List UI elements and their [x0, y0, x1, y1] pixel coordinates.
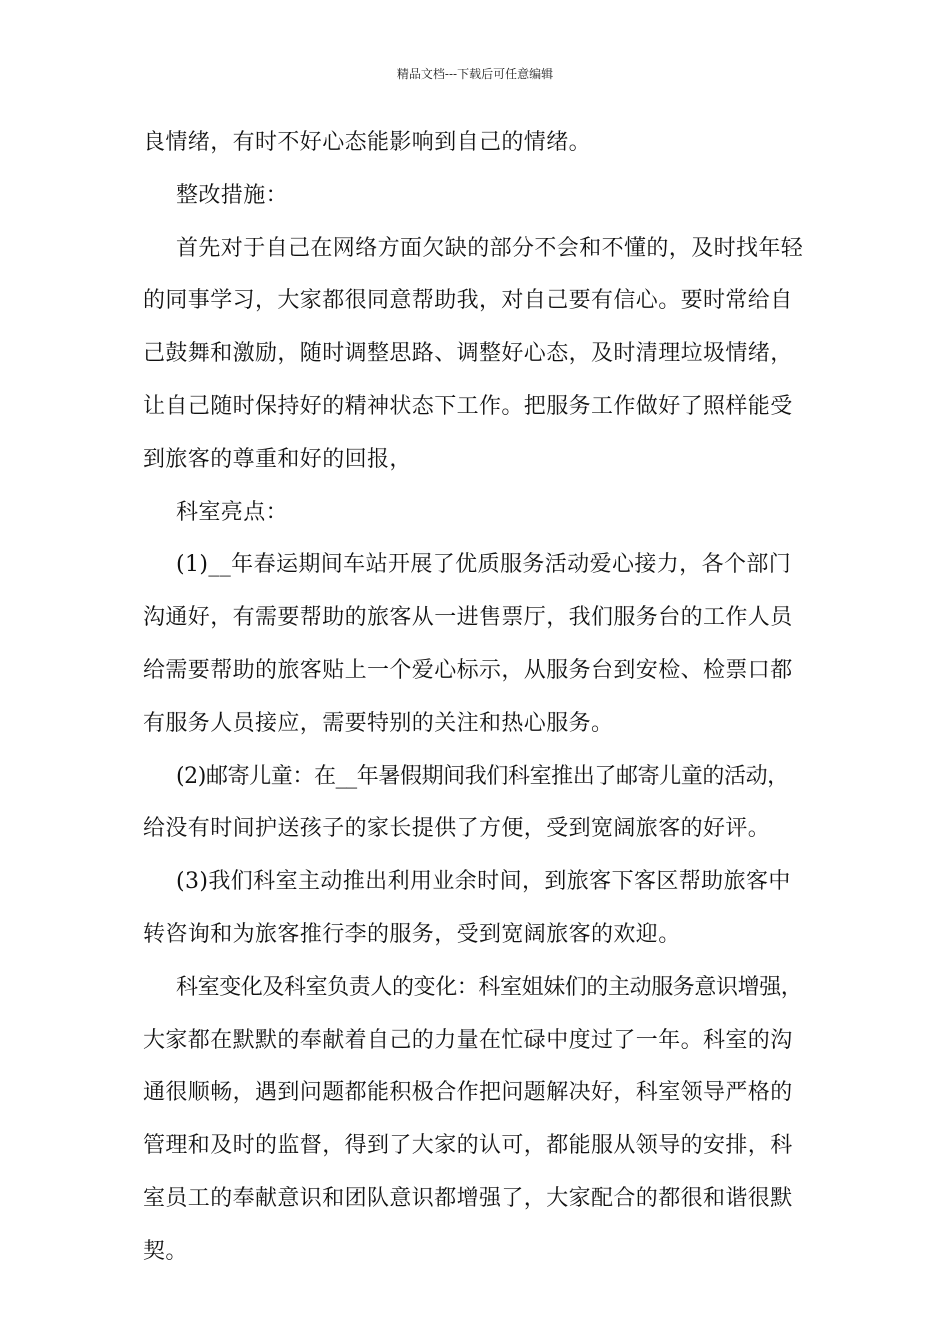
text-line: (1)__年春运期间车站开展了优质服务活动爱心接力，各个部门: [176, 552, 792, 578]
page-header: 精品文档---下载后可任意编辑: [396, 67, 554, 81]
text-line: 大家都在默默的奉献着自己的力量在忙碌中度过了一年。科室的沟: [143, 1027, 793, 1053]
text-line: 契。: [143, 1238, 188, 1264]
text-line: 通很顺畅，遇到问题都能积极合作把问题解决好，科室领导严格的: [143, 1080, 793, 1106]
text-line: 有服务人员接应，需要特别的关注和热心服务。: [143, 710, 614, 736]
text-line: 科室变化及科室负责人的变化：科室姐妹们的主动服务意识增强，: [176, 974, 803, 1000]
section-heading-rectification: 整改措施：: [176, 182, 289, 208]
text-line: 让自己随时保持好的精神状态下工作。把服务工作做好了照样能受: [143, 393, 793, 419]
text-line: 室员工的奉献意识和团队意识都增强了，大家配合的都很和谐很默: [143, 1185, 793, 1211]
document-body: [143, 130, 808, 1292]
text-line: 首先对于自己在网络方面欠缺的部分不会和不懂的，及时找年轻: [176, 235, 804, 261]
text-line: 良情绪，有时不好心态能影响到自己的情绪。: [143, 130, 592, 155]
text-line: 沟通好，有需要帮助的旅客从一进售票厅，我们服务台的工作人员: [143, 605, 793, 631]
text-line: 管理和及时的监督，得到了大家的认可，都能服从领导的安排，科: [143, 1133, 793, 1159]
text-line: 的同事学习，大家都很同意帮助我，对自己要有信心。要时常给自: [143, 288, 793, 314]
text-line: 给没有时间护送孩子的家长提供了方便，受到宽阔旅客的好评。: [143, 816, 771, 842]
text-line: (2)邮寄儿童：在__年暑假期间我们科室推出了邮寄儿童的活动，: [176, 763, 789, 789]
text-line: 到旅客的尊重和好的回报，: [143, 446, 412, 472]
text-line: 己鼓舞和激励，随时调整思路、调整好心态，及时清理垃圾情绪，: [143, 341, 793, 367]
text-line: (3)我们科室主动推出利用业余时间，到旅客下客区帮助旅客中: [176, 869, 791, 895]
text-line: 转咨询和为旅客推行李的服务，受到宽阔旅客的欢迎。: [143, 921, 681, 947]
section-heading-highlights: 科室亮点：: [176, 499, 289, 525]
text-line: 给需要帮助的旅客贴上一个爱心标示，从服务台到安检、检票口都: [143, 657, 793, 683]
